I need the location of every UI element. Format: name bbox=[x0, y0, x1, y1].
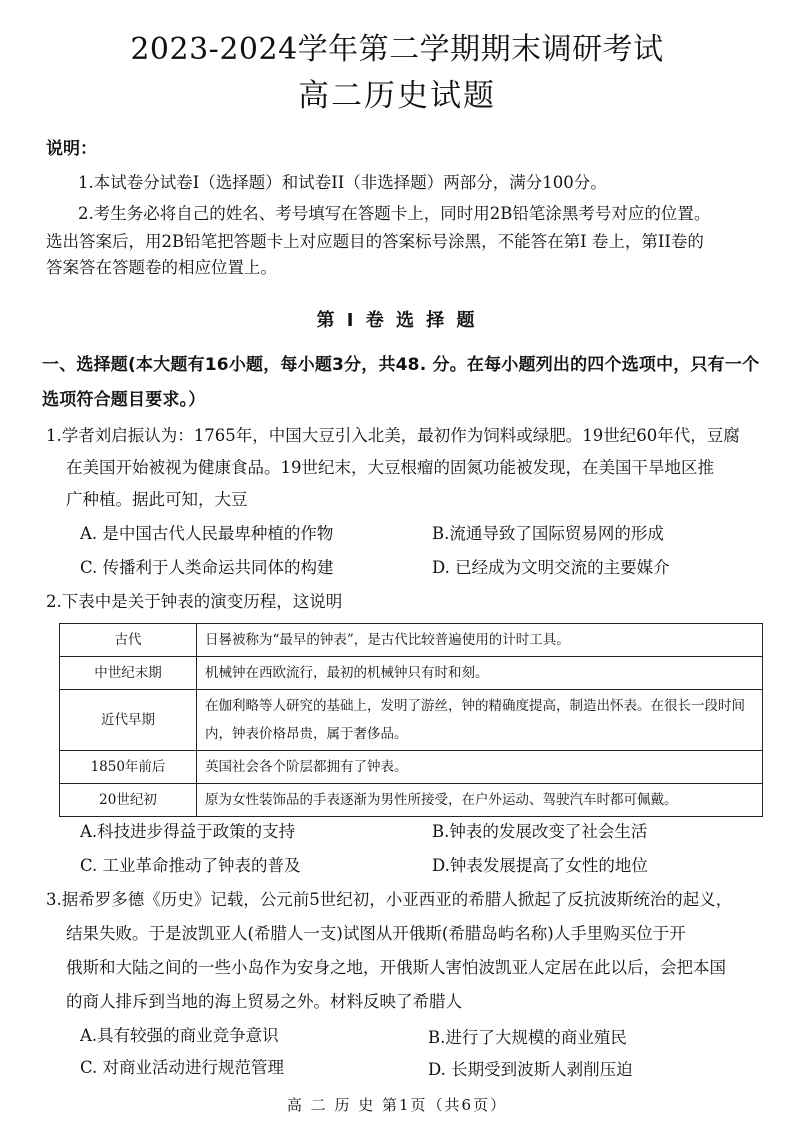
section-heading-line1: 一、选择题(本大题有16小题，每小题3分，共48. 分。在每小题列出的四个选项中，只有一个 bbox=[42, 355, 760, 375]
table-row bbox=[60, 784, 763, 817]
instruction-2-line1: 2.考生务必将自己的姓名、考号填写在答题卡上，同时用2B铅笔涂黑考号对应的位置。 bbox=[78, 204, 711, 223]
instruction-2-line3: 答案答在答题卷的相应位置上。 bbox=[46, 258, 277, 277]
table-cell-period: 1850年前后 bbox=[60, 751, 197, 784]
instructions-heading: 说明： bbox=[46, 139, 97, 159]
q3-option-d: D. 长期受到波斯人剥削压迫 bbox=[428, 1060, 633, 1079]
table-row bbox=[60, 751, 763, 784]
table-cell-desc: 日晷被称为“最早的钟表”，是古代比较普遍使用的计时工具。 bbox=[197, 624, 763, 657]
table-cell-desc: 原为女性装饰品的手表逐渐为男性所接受，在户外运动、驾驶汽车时都可佩戴。 bbox=[197, 784, 763, 817]
q3-option-c: C. 对商业活动进行规范管理 bbox=[80, 1058, 285, 1077]
exam-title: 2023-2024学年第二学期期末调研考试 bbox=[130, 32, 664, 67]
table-cell-desc: 英国社会各个阶层都拥有了钟表。 bbox=[197, 751, 763, 784]
instruction-1: 1.本试卷分试卷I（选择题）和试卷II（非选择题）两部分，满分100分。 bbox=[78, 173, 607, 192]
q1-option-d: D. 已经成为文明交流的主要媒介 bbox=[432, 558, 670, 577]
table-row bbox=[60, 690, 763, 751]
table-cell-desc: 机械钟在西欧流行，最初的机械钟只有时和刻。 bbox=[197, 657, 763, 690]
q1-option-c: C. 传播利于人类命运共同体的构建 bbox=[80, 558, 334, 577]
q3-stem-line1: 3.据希罗多德《历史》记载，公元前5世纪初，小亚西亚的希腊人掀起了反抗波斯统治的起义， bbox=[46, 890, 733, 909]
clock-evolution-table bbox=[59, 623, 763, 817]
q1-option-b: B.流通导致了国际贸易网的形成 bbox=[432, 524, 664, 543]
q2-stem: 2.下表中是关于钟表的演变历程，这说明 bbox=[46, 592, 343, 611]
q2-option-d: D.钟表发展提高了女性的地位 bbox=[432, 856, 648, 875]
table-row bbox=[60, 657, 763, 690]
exam-subtitle: 高二历史试题 bbox=[298, 78, 496, 114]
q2-option-b: B.钟表的发展改变了社会生活 bbox=[432, 822, 648, 841]
q3-option-a: A.具有较强的商业竞争意识 bbox=[80, 1026, 279, 1045]
q1-stem-line2: 在美国开始被视为健康食品。19世纪末，大豆根瘤的固氮功能被发现，在美国干旱地区推 bbox=[66, 458, 714, 477]
q2-option-c: C. 工业革命推动了钟表的普及 bbox=[80, 856, 301, 875]
instruction-2-line2: 选出答案后，用2B铅笔把答题卡上对应题目的答案标号涂黑，不能答在第I 卷上，第II卷的 bbox=[46, 232, 704, 251]
table-row bbox=[60, 624, 763, 657]
q3-stem-line4: 的商人排斥到当地的海上贸易之外。材料反映了希腊人 bbox=[66, 992, 462, 1011]
table-cell-period: 近代早期 bbox=[60, 690, 197, 751]
table-cell-period: 20世纪初 bbox=[60, 784, 197, 817]
section-title: 第 I 卷 选 择 题 bbox=[316, 310, 478, 331]
page-footer: 高 二 历 史 第1页（共6页） bbox=[286, 1096, 508, 1114]
q1-stem-line1: 1.学者刘启振认为：1765年，中国大豆引入北美，最初作为饲料或绿肥。19世纪60年代，豆腐 bbox=[46, 426, 740, 445]
table-cell-period: 古代 bbox=[60, 624, 197, 657]
q1-option-a: A. 是中国古代人民最卑种植的作物 bbox=[80, 524, 334, 543]
q3-stem-line2: 结果失败。于是波凯亚人(希腊人一支)试图从开俄斯(希腊岛屿名称)人手里购买位于开 bbox=[66, 924, 686, 943]
q3-option-b: B.进行了大规模的商业殖民 bbox=[428, 1028, 627, 1047]
q1-stem-line3: 广种植。据此可知，大豆 bbox=[66, 490, 248, 509]
section-heading-line2: 选项符合题目要求。） bbox=[42, 390, 206, 410]
table-cell-desc: 在伽利略等人研究的基础上，发明了游丝，钟的精确度提高，制造出怀表。在很长一段时间内，钟表价格昂贵，属于奢侈品。 bbox=[197, 690, 763, 751]
q3-stem-line3: 俄斯和大陆之间的一些小岛作为安身之地，开俄斯人害怕波凯亚人定居在此以后，会把本国 bbox=[66, 958, 726, 977]
q2-option-a: A.科技进步得益于政策的支持 bbox=[80, 822, 296, 841]
table-cell-period: 中世纪末期 bbox=[60, 657, 197, 690]
